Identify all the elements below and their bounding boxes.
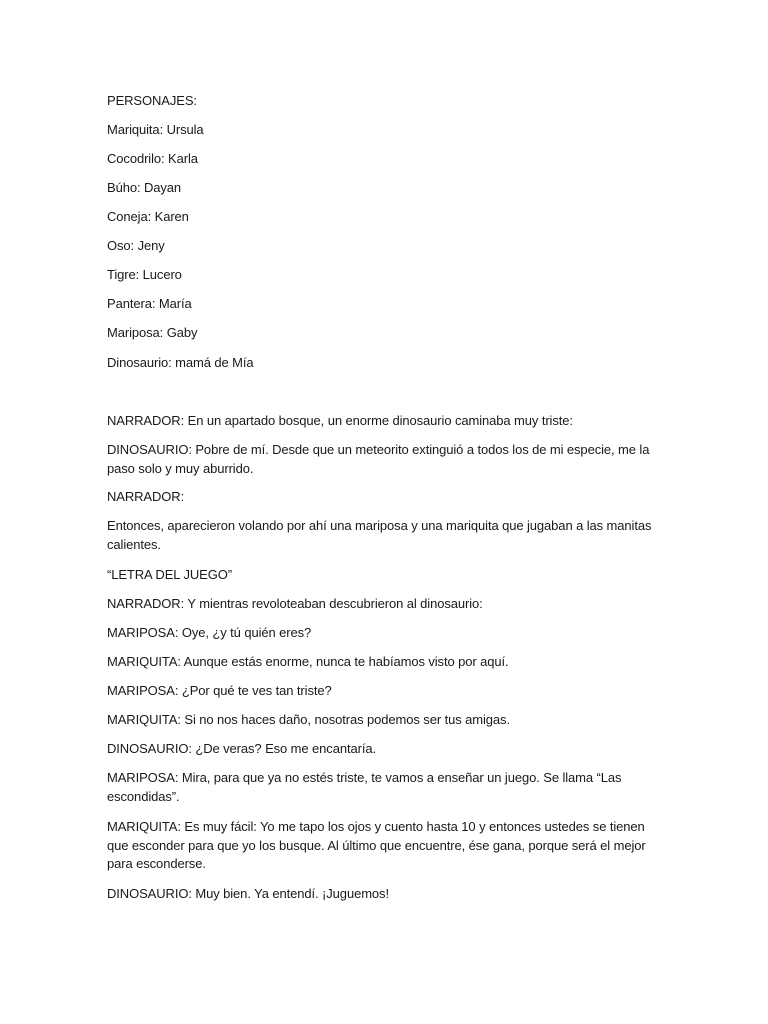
script-line: MARIPOSA: ¿Por qué te ves tan triste? [107,683,332,698]
character-item: Pantera: María [107,296,192,311]
script-line: “LETRA DEL JUEGO” [107,567,232,582]
script-line: DINOSAURIO: Pobre de mí. Desde que un meteorito extinguió a todos los de mi especie, me la paso solo y muy aburrido. [107,442,650,476]
script-line: NARRADOR: En un apartado bosque, un enorme dinosaurio caminaba muy triste: [107,413,573,428]
script-line: MARIQUITA: Aunque estás enorme, nunca te habíamos visto por aquí. [107,654,509,669]
character-item: Cocodrilo: Karla [107,151,198,166]
script-line: NARRADOR: [107,489,185,504]
script-line: Entonces, aparecieron volando por ahí una mariposa y una mariquita que jugaban a las manitas calientes. [107,518,652,552]
script-line: MARIPOSA: Mira, para que ya no estés triste, te vamos a enseñar un juego. Se llama “Las escondidas”. [107,770,622,804]
script-line: DINOSAURIO: Muy bien. Ya entendí. ¡Juguemos! [107,886,389,901]
script-line: MARIPOSA: Oye, ¿y tú quién eres? [107,625,312,640]
script-line: MARIQUITA: Es muy fácil: Yo me tapo los ojos y cuento hasta 10 y entonces ustedes se tienen que esconder para que yo los busque. Al último que encuentre, ése gana, porque será el mejor para esconderse. [107,819,646,871]
character-item: Oso: Jeny [107,238,165,253]
character-item: Mariquita: Ursula [107,122,204,137]
character-item: Dinosaurio: mamá de Mía [107,355,254,370]
script-line: NARRADOR: Y mientras revoloteaban descubrieron al dinosaurio: [107,596,483,611]
script-line: DINOSAURIO: ¿De veras? Eso me encantaría. [107,741,376,756]
character-item: Tigre: Lucero [107,267,182,282]
character-item: Mariposa: Gaby [107,325,198,340]
script-line: MARIQUITA: Si no nos haces daño, nosotras podemos ser tus amigas. [107,712,510,727]
character-item: Coneja: Karen [107,209,189,224]
character-item: Búho: Dayan [107,180,182,195]
characters-heading: PERSONAJES: [107,93,197,108]
